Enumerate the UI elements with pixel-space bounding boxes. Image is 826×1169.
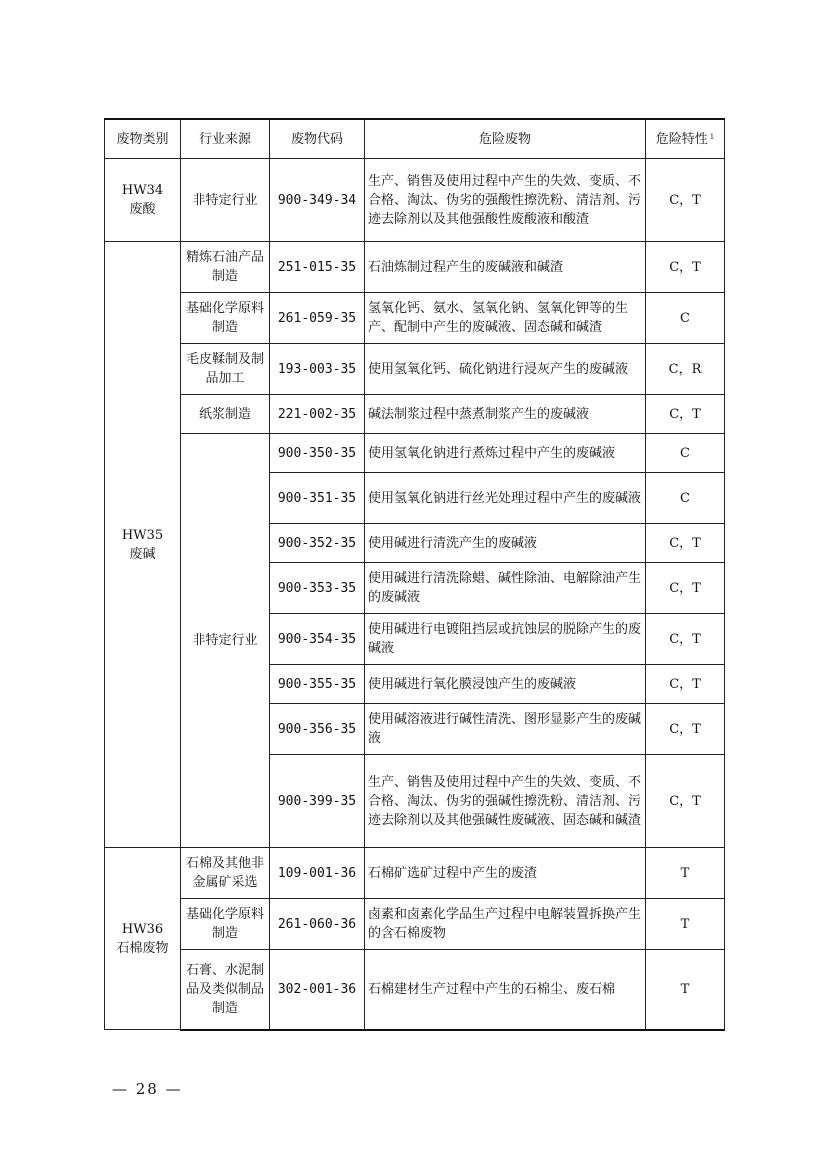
hazard-property-cell: T xyxy=(646,899,725,950)
waste-description-cell: 生产、销售及使用过程中产生的失效、变质、不合格、淘汰、伪劣的强碱性擦洗粉、清洁剂、污迹去除剂以及其他强碱性废碱液、固态碱和碱渣 xyxy=(365,755,646,848)
industry-source-cell: 纸浆制造 xyxy=(181,395,270,434)
table-row xyxy=(105,395,725,434)
hazard-property-cell: C，T xyxy=(646,704,725,755)
table-header-row xyxy=(105,119,725,159)
table-row xyxy=(105,848,725,899)
hazardous-waste-table xyxy=(104,118,725,1031)
waste-description-cell: 氢氧化钙、氨水、氢氧化钠、氢氧化钾等的生产、配制中产生的废碱液、固态碱和碱渣 xyxy=(365,293,646,344)
header-category: 废物类别 xyxy=(105,119,181,159)
waste-code-cell: 900-349-34 xyxy=(270,159,365,242)
waste-description-cell: 使用碱进行电镀阻挡层或抗蚀层的脱除产生的废碱液 xyxy=(365,614,646,665)
waste-description-cell: 使用碱进行清洗除蜡、碱性除油、电解除油产生的废碱液 xyxy=(365,563,646,614)
waste-description-cell: 使用氢氧化钠进行丝光处理过程中产生的废碱液 xyxy=(365,473,646,524)
hazard-property-cell: C，T xyxy=(646,395,725,434)
industry-source-cell: 石膏、水泥制品及类似制品制造 xyxy=(181,950,270,1030)
waste-code-cell: 900-351-35 xyxy=(270,473,365,524)
table-row xyxy=(105,293,725,344)
industry-source-cell: 非特定行业 xyxy=(181,434,270,848)
waste-code-cell: 900-350-35 xyxy=(270,434,365,473)
waste-code-cell: 900-353-35 xyxy=(270,563,365,614)
waste-code-cell: 900-399-35 xyxy=(270,755,365,848)
hazard-property-cell: C，T xyxy=(646,242,725,293)
hazard-footnote-marker: 1 xyxy=(709,132,715,141)
waste-code-cell: 109-001-36 xyxy=(270,848,365,899)
page-number: — 28 — xyxy=(112,1080,183,1098)
waste-category-cell: HW34 废酸 xyxy=(105,159,181,242)
hazard-property-cell: C，R xyxy=(646,344,725,395)
waste-description-cell: 石油炼制过程产生的废碱液和碱渣 xyxy=(365,242,646,293)
table-body xyxy=(105,159,725,1030)
waste-description-cell: 石棉矿选矿过程中产生的废渣 xyxy=(365,848,646,899)
table-row xyxy=(105,899,725,950)
table-row xyxy=(105,950,725,1030)
header-waste: 危险废物 xyxy=(365,119,646,159)
hazard-property-cell: C，T xyxy=(646,524,725,563)
waste-description-cell: 使用氢氧化钙、硫化钠进行浸灰产生的废碱液 xyxy=(365,344,646,395)
waste-code-cell: 193-003-35 xyxy=(270,344,365,395)
table-row xyxy=(105,159,725,242)
table-row xyxy=(105,344,725,395)
hazard-property-cell: C，T xyxy=(646,563,725,614)
industry-source-cell: 石棉及其他非金属矿采选 xyxy=(181,848,270,899)
waste-description-cell: 使用碱进行氧化膜浸蚀产生的废碱液 xyxy=(365,665,646,704)
waste-code-cell: 251-015-35 xyxy=(270,242,365,293)
waste-description-cell: 石棉建材生产过程中产生的石棉尘、废石棉 xyxy=(365,950,646,1030)
industry-source-cell: 精炼石油产品制造 xyxy=(181,242,270,293)
hazard-property-cell: C xyxy=(646,434,725,473)
waste-description-cell: 使用碱溶液进行碱性清洗、图形显影产生的废碱液 xyxy=(365,704,646,755)
header-industry: 行业来源 xyxy=(181,119,270,159)
hazard-property-cell: C，T xyxy=(646,755,725,848)
industry-source-cell: 毛皮鞣制及制品加工 xyxy=(181,344,270,395)
waste-code-cell: 900-354-35 xyxy=(270,614,365,665)
waste-description-cell: 生产、销售及使用过程中产生的失效、变质、不合格、淘汰、伪劣的强酸性擦洗粉、清洁剂、污迹去除剂以及其他强酸性废酸液和酸渣 xyxy=(365,159,646,242)
hazard-property-cell: C，T xyxy=(646,665,725,704)
industry-source-cell: 基础化学原料制造 xyxy=(181,293,270,344)
waste-code-cell: 261-060-36 xyxy=(270,899,365,950)
waste-description-cell: 碱法制浆过程中蒸煮制浆产生的废碱液 xyxy=(365,395,646,434)
waste-code-cell: 900-356-35 xyxy=(270,704,365,755)
hazard-property-cell: T xyxy=(646,950,725,1030)
waste-code-cell: 900-355-35 xyxy=(270,665,365,704)
table-row xyxy=(105,434,725,473)
header-hazard: 危险特性 $^1$ xyxy=(646,119,725,159)
waste-code-cell: 221-002-35 xyxy=(270,395,365,434)
waste-code-cell: 302-001-36 xyxy=(270,950,365,1030)
waste-description-cell: 使用碱进行清洗产生的废碱液 xyxy=(365,524,646,563)
waste-description-cell: 使用氢氧化钠进行煮炼过程中产生的废碱液 xyxy=(365,434,646,473)
hazard-property-cell: C xyxy=(646,473,725,524)
waste-code-cell: 900-352-35 xyxy=(270,524,365,563)
header-code: 废物代码 xyxy=(270,119,365,159)
industry-source-cell: 非特定行业 xyxy=(181,159,270,242)
table-row xyxy=(105,242,725,293)
industry-source-cell: 基础化学原料制造 xyxy=(181,899,270,950)
hazard-property-cell: T xyxy=(646,848,725,899)
hazard-property-cell: C xyxy=(646,293,725,344)
waste-code-cell: 261-059-35 xyxy=(270,293,365,344)
hazard-property-cell: C，T xyxy=(646,614,725,665)
waste-description-cell: 卤素和卤素化学品生产过程中电解装置拆换产生的含石棉废物 xyxy=(365,899,646,950)
waste-category-cell: HW35 废碱 xyxy=(105,242,181,848)
waste-category-cell: HW36 石棉废物 xyxy=(105,848,181,1030)
hazard-property-cell: C，T xyxy=(646,159,725,242)
